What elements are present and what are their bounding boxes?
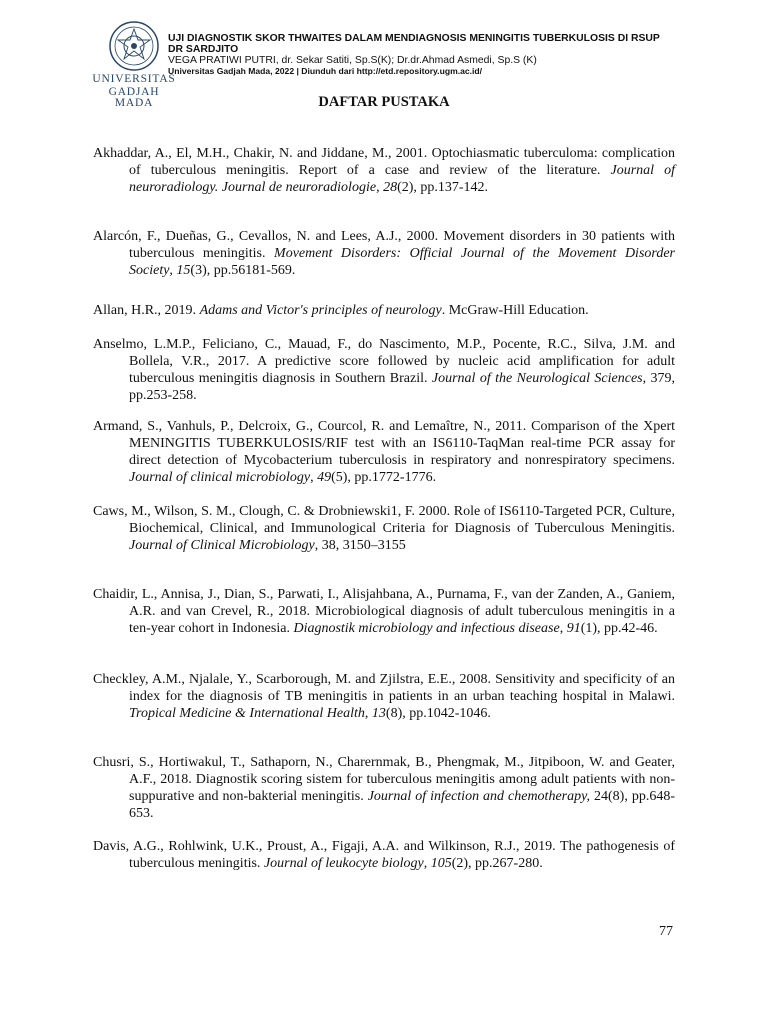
reference-entry: Davis, A.G., Rohlwink, U.K., Proust, A., Figaji, A.A. and Wilkinson, R.J., 2019. The pathogenesis of tuberculous meningitis. Journal of leukocyte biology, 105(2), pp.267-280. — [93, 839, 675, 871]
header-title-line1: UJI DIAGNOSTIK SKOR THWAITES DALAM MENDIAGNOSIS MENINGITIS TUBERKULOSIS DI RSUP — [168, 33, 660, 44]
header-title-line2: DR SARDJITO — [168, 44, 239, 55]
header-source: Universitas Gadjah Mada, 2022 | Diunduh dari http://etd.repository.ugm.ac.id/ — [168, 66, 483, 76]
logo-text-line2: GADJAH MADA — [108, 86, 160, 109]
reference-entry: Armand, S., Vanhuls, P., Delcroix, G., Courcol, R. and Lemaître, N., 2011. Comparison of the Xpert MENINGITIS TUBERKULOSIS/RIF test with an IS6110-TaqMan real-time PCR assay for direct detection of Mycobacterium tuberculosis in respiratory and nonrespiratory specimens. Journal of clinical microbiology, 49(5), pp.1772-1776. — [93, 419, 675, 485]
reference-entry: Caws, M., Wilson, S. M., Clough, C. & Drobniewski1, F. 2000. Role of IS6110-Targeted PCR, Culture, Biochemical, Clinical, and Immunological Criteria for Diagnosis of Tuberculous Meningitis. Journal of Clinical Microbiology, 38, 3150–3155 — [93, 504, 675, 553]
reference-entry: Checkley, A.M., Njalale, Y., Scarborough, M. and Zjilstra, E.E., 2008. Sensitivity and specificity of an index for the diagnosis of TB meningitis in patients in an urban teaching hospital in Malawi. Tropical Medicine & International Health, 13(8), pp.1042-1046. — [93, 672, 675, 721]
reference-entry: Chaidir, L., Annisa, J., Dian, S., Parwati, I., Alisjahbana, A., Purnama, F., van der Zanden, A., Ganiem, A.R. and van Crevel, R., 2018. Microbiological diagnosis of adult tuberculous meningitis in a ten-year cohort in Indonesia. Diagnostik microbiology and infectious disease, 91(1), pp.42-46. — [93, 587, 675, 636]
page-heading: DAFTAR PUSTAKA — [318, 94, 450, 110]
reference-entry: Chusri, S., Hortiwakul, T., Sathaporn, N., Charernmak, B., Phengmak, M., Jitpiboon, W. and Geater, A.F., 2018. Diagnostik scoring sistem for tuberculous meningitis among adult patients with non-suppurative and non-bakterial meningitis. Journal of infection and chemotherapy, 24(8), pp.648-653. — [93, 755, 675, 821]
reference-entry: Alarcón, F., Dueñas, G., Cevallos, N. and Lees, A.J., 2000. Movement disorders in 30 patients with tuberculous meningitis. Movement Disorders: Official Journal of the Movement Disorder Society, 15(3), pp.56181-569. — [93, 229, 675, 278]
document-header — [168, 33, 738, 77]
logo-text-line1: UNIVERSITAS — [92, 73, 176, 85]
reference-entry: Akhaddar, A., El, M.H., Chakir, N. and Jiddane, M., 2001. Optochiasmatic tuberculoma: complication of tuberculous meningitis. Report of a case and review of the literature. Journal of neuroradiology. Journal de neuroradiologie, 28(2), pp.137-142. — [93, 146, 675, 195]
university-seal-icon — [108, 20, 160, 72]
reference-entry: Anselmo, L.M.P., Feliciano, C., Mauad, F., do Nascimento, M.P., Pocente, R.C., Silva, J.M. and Bollela, V.R., 2017. A predictive score followed by nucleic acid amplification for adult tuberculous meningitis diagnosis in Southern Brazil. Journal of the Neurological Sciences, 379, pp.253-258. — [93, 337, 676, 403]
header-authors: VEGA PRATIWI PUTRI, dr. Sekar Satiti, Sp.S(K); Dr.dr.Ahmad Asmedi, Sp.S (K) — [168, 55, 537, 66]
reference-entry: Allan, H.R., 2019. Adams and Victor's principles of neurology. McGraw-Hill Education. — [93, 303, 589, 318]
page-number: 77 — [659, 924, 673, 939]
